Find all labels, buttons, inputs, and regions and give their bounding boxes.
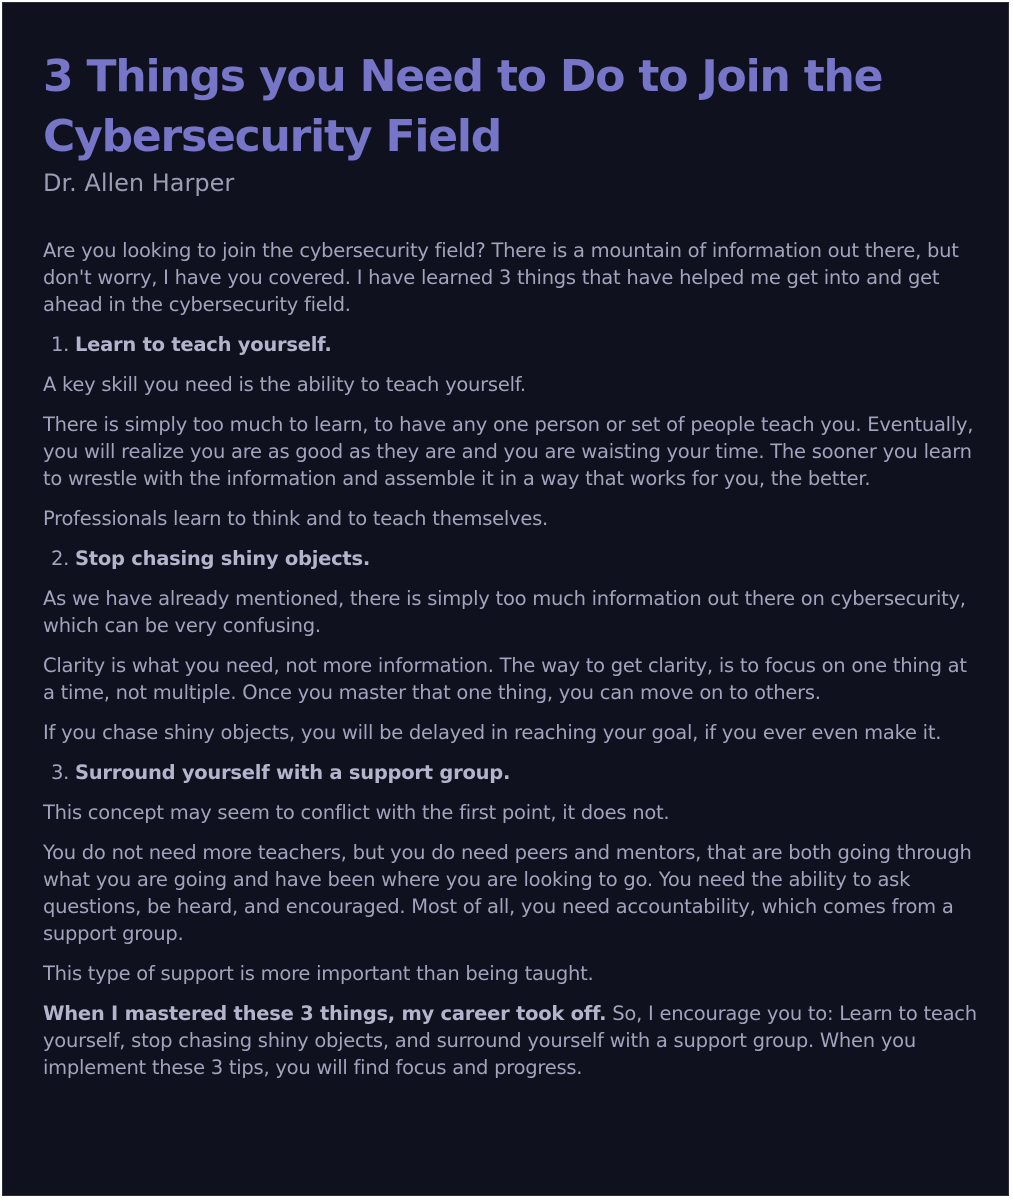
body-paragraph: If you chase shiny objects, you will be delayed in reaching your goal, if you ever even make it. bbox=[43, 721, 942, 744]
conclusion-bold-text: When I mastered these 3 things, my career took off. bbox=[43, 1002, 607, 1025]
step-heading-1 bbox=[51, 331, 978, 358]
step-title: Learn to teach yourself. bbox=[75, 333, 332, 356]
conclusion-text: So, I encourage you to: Learn to teach yourself, stop chasing shiny objects, and surround yourself with a support group. When you implement these 3 tips, you will find focus and progress. bbox=[43, 1002, 977, 1079]
step-number: 1. bbox=[51, 333, 70, 356]
article-page bbox=[2, 2, 1009, 1196]
step-title: Surround yourself with a support group. bbox=[75, 761, 511, 784]
body-paragraph: Professionals learn to think and to teach themselves. bbox=[43, 507, 548, 530]
step-heading-3 bbox=[51, 759, 978, 786]
body-paragraph: You do not need more teachers, but you do need peers and mentors, that are both going through what you are going and have been where you are looking to go. You need the ability to ask questions, be heard, and encouraged. Most of all, you need accountability, which comes from a support group. bbox=[43, 841, 972, 945]
article-title: 3 Things you Need to Do to Join the Cybersecurity Field bbox=[43, 51, 883, 162]
article-body bbox=[43, 237, 978, 1081]
step-heading-2 bbox=[51, 545, 978, 572]
body-paragraph: A key skill you need is the ability to teach yourself. bbox=[43, 373, 526, 396]
body-paragraph: This concept may seem to conflict with the first point, it does not. bbox=[43, 801, 670, 824]
step-number: 2. bbox=[51, 547, 70, 570]
body-paragraph: Clarity is what you need, not more information. The way to get clarity, is to focus on one thing at a time, not multiple. Once you master that one thing, you can move on to others. bbox=[43, 654, 967, 704]
conclusion-paragraph bbox=[43, 1000, 978, 1081]
body-paragraph: As we have already mentioned, there is simply too much information out there on cybersecurity, which can be very confusing. bbox=[43, 587, 966, 637]
intro-paragraph: Are you looking to join the cybersecurity field? There is a mountain of information out there, but don't worry, I have you covered. I have learned 3 things that have helped me get into and get ahead in the cybersecurity field. bbox=[43, 239, 959, 316]
article-author: Dr. Allen Harper bbox=[43, 169, 235, 197]
body-paragraph: There is simply too much to learn, to have any one person or set of people teach you. Eventually, you will realize you are as good as they are and you are waisting your time. The sooner you learn to wrestle with the information and assemble it in a way that works for you, the better. bbox=[43, 413, 974, 490]
step-number: 3. bbox=[51, 761, 70, 784]
step-title: Stop chasing shiny objects. bbox=[75, 547, 370, 570]
body-paragraph: This type of support is more important than being taught. bbox=[43, 962, 594, 985]
article-content bbox=[43, 47, 978, 1094]
